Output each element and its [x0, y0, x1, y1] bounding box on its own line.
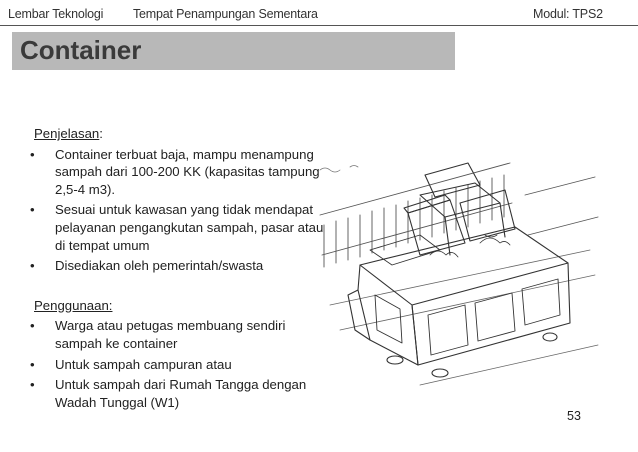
container-sketch-illustration: [300, 155, 600, 395]
list-item: • Untuk sampah campuran atau: [30, 356, 232, 372]
section-heading-penjelasan: Penjelasan:: [34, 126, 103, 141]
sketch-scribble: [320, 166, 358, 173]
page-header: [0, 0, 638, 26]
section-heading-penggunaan: Penggunaan:: [34, 297, 113, 313]
text-content: [30, 125, 334, 411]
header-divider: [0, 25, 638, 26]
page-title: Container: [20, 35, 142, 65]
penjelasan-list: [30, 146, 334, 275]
bullet: •: [30, 146, 35, 162]
list-item: • Disediakan oleh pemerintah/swasta: [30, 258, 264, 274]
main-container-sketch: [348, 190, 570, 377]
list-item: • Container terbuat baja, mampu menampung sampah dari 100-200 KK (kapasitas tampung 2,5-4 m3).: [30, 146, 320, 197]
fence-sketch: [320, 163, 598, 267]
bullet: •: [30, 377, 35, 393]
list-item: • Sesuai untuk kawasan yang tidak mendapat pelayanan pengangkutan sampah, pasar atau di tempat umum: [30, 202, 324, 253]
ground-lines: [330, 250, 598, 385]
bullet: •: [30, 258, 35, 274]
header-module: Modul: TPS2: [533, 7, 603, 21]
list-item: • Warga atau petugas membuang sendiri sampah ke container: [30, 318, 286, 351]
title-bar: [12, 32, 455, 70]
bullet: •: [30, 202, 35, 218]
bullet: •: [30, 318, 35, 334]
page-number: 53: [567, 409, 581, 423]
list-item: • Untuk sampah dari Rumah Tangga dengan Wadah Tunggal (W1): [30, 377, 307, 410]
penggunaan-list: [30, 317, 334, 411]
bullet: •: [30, 356, 35, 372]
header-center-title: Tempat Penampungan Sementara: [133, 7, 318, 21]
header-left-title: Lembar Teknologi: [8, 7, 104, 21]
